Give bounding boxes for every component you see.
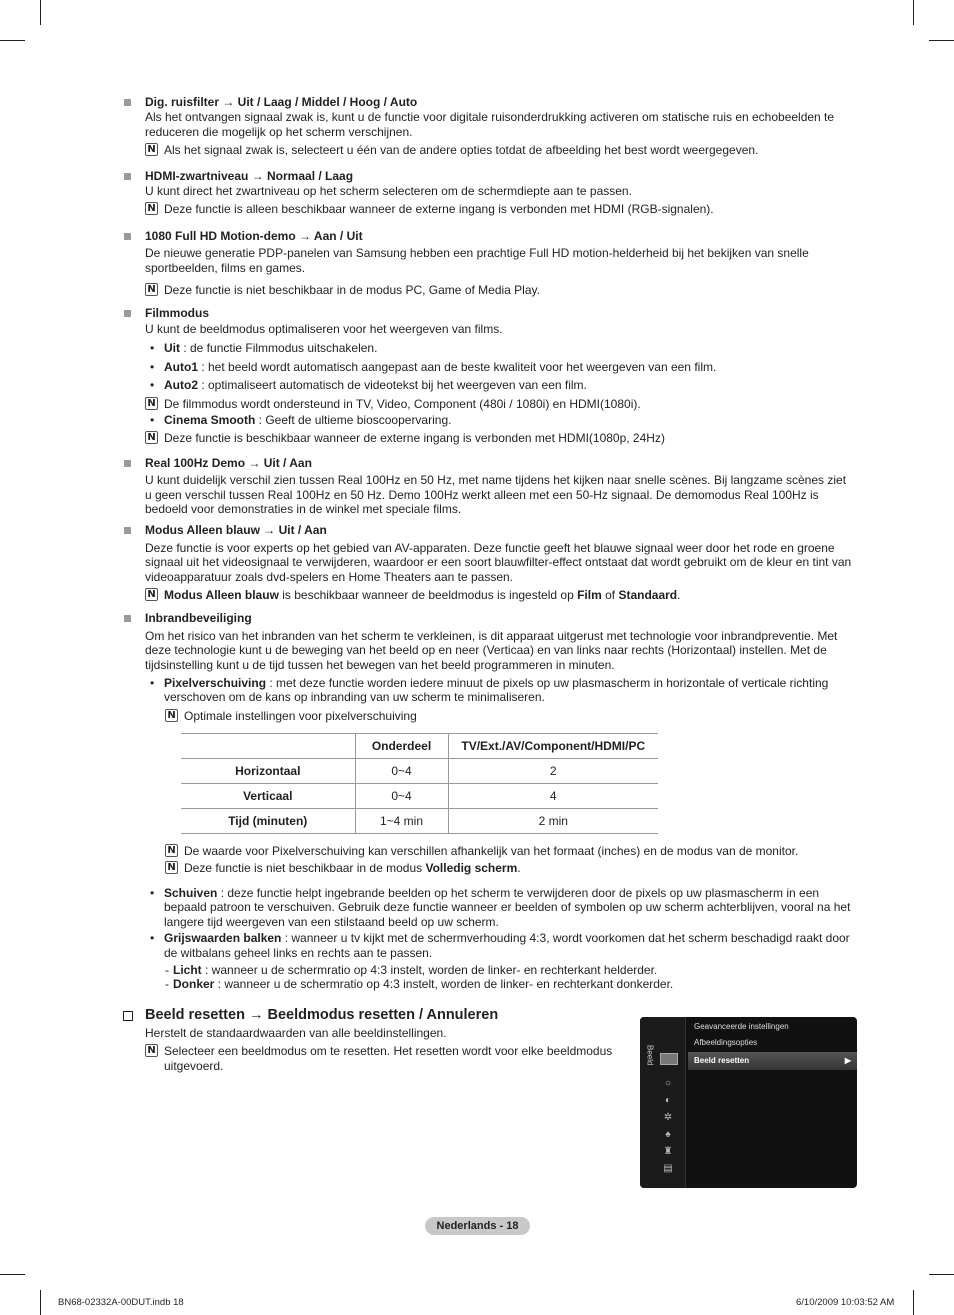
footer-file: BN68-02332A-00DUT.indb 18 (58, 1297, 184, 1308)
table-row (181, 784, 658, 809)
term-text: : wanneer u de schermratio op 4:3 instelt, worden de linker- en rechterkant donkerder. (214, 977, 674, 992)
tv-menu-screenshot (640, 1017, 857, 1188)
note (145, 397, 852, 411)
term: Pixelverschuiving (164, 676, 267, 690)
setup-icon: ✲ (663, 1112, 673, 1123)
square-bullet-icon (124, 99, 131, 106)
square-bullet-icon (124, 615, 131, 622)
note (145, 431, 852, 445)
table-header-cell: Onderdeel (355, 734, 448, 759)
list-item (145, 931, 852, 960)
table-corner-cell (181, 734, 355, 759)
note-text: Optimale instellingen voor pixelverschuiving (184, 708, 417, 723)
footer-datetime: 6/10/2009 10:03:52 AM (796, 1297, 895, 1308)
list-item (145, 341, 852, 355)
square-bullet-icon (124, 173, 131, 180)
crop-mark (913, 1290, 914, 1315)
section-beeld-resetten (122, 1007, 647, 1073)
section-body: De nieuwe generatie PDP-panelen van Samsung hebben een prachtige Full HD motion-helderheid bij het bekijken van snelle sportbeelden, films en games. (145, 246, 809, 275)
section-heading: Filmmodus (145, 306, 210, 321)
term: Film (577, 587, 602, 602)
section-fhd-motion-demo (122, 229, 852, 298)
square-bullet-icon (124, 527, 131, 534)
crop-mark (929, 40, 954, 41)
term: Licht (173, 963, 202, 978)
term: Donker (173, 977, 215, 992)
note-icon: N (165, 861, 178, 874)
note-icon: N (165, 844, 178, 857)
section-body: Deze functie is voor experts op het gebied van AV-apparaten. Deze functie geeft het blauwe signaal weer door het rode en groene signaal uit het videosignaal te verwijderen, waardoor er een soort blauwfilter-effect ontstaat dat wordt gebruikt om de kleur en tint van videoapparatuur zoals dvd-spelers en Home Theaters aan te passen. (145, 540, 852, 584)
note-icon: N (165, 709, 178, 722)
list-item (145, 378, 852, 392)
row-label: Horizontaal (181, 759, 355, 784)
section-body: U kunt de beeldmodus optimaliseren voor het weergeven van films. (145, 321, 503, 336)
tv-menu-sidebar (640, 1017, 686, 1188)
section-heading: Real 100Hz Demo → Uit / Aan (145, 455, 312, 470)
note-text: . (517, 860, 521, 875)
dash-bullet: - (165, 963, 169, 978)
table-row (181, 759, 658, 784)
list-item (145, 360, 852, 374)
note-text: Selecteer een beeldmodus om te resetten. Het resetten wordt voor elke beeldmodus uitgevoerd. (164, 1044, 613, 1073)
note-icon: N (145, 431, 158, 444)
term-text: : optimaliseert automatisch de videotekst bij het weergeven van een film. (198, 378, 587, 393)
input-icon: ♠ (665, 1129, 671, 1140)
note-text: De waarde voor Pixelverschuiving kan verschillen afhankelijk van het formaat (inches) en de modus van de monitor. (184, 844, 799, 859)
table-cell: 0~4 (355, 784, 448, 809)
term: Grijswaarden balken (164, 931, 282, 946)
square-bullet-icon (124, 310, 131, 317)
note (165, 861, 852, 875)
sub-list-item (145, 977, 852, 991)
table-cell: 0~4 (355, 759, 448, 784)
square-bullet-icon (124, 233, 131, 240)
section-heading: Beeld resetten → Beeldmodus resetten / Annuleren (145, 1006, 499, 1023)
picture-icon (660, 1053, 678, 1065)
table-cell: 2 min (538, 814, 568, 829)
note (165, 709, 852, 723)
note-text: Deze functie is alleen beschikbaar wanneer de externe ingang is verbonden met HDMI (RGB-signalen). (164, 202, 714, 217)
tv-menu-title: Beeld (645, 1045, 655, 1066)
note (145, 283, 852, 297)
dash-bullet: - (165, 977, 169, 992)
term: Auto1 (164, 359, 198, 374)
term: Uit (164, 341, 180, 356)
arrow-right-icon: ▶ (844, 1056, 851, 1065)
channel-icon: ◐ (664, 1095, 672, 1106)
pixel-shift-table (181, 733, 658, 834)
note-text: of (601, 587, 619, 602)
term: Auto2 (164, 378, 198, 393)
term-text: : wanneer u tv kijkt met de schermverhouding 4:3, wordt voorkomen dat het scherm beschadigd raakt door de witbalans geheel links en rechts aan te passen. (164, 931, 850, 960)
note-icon: N (145, 588, 158, 601)
list-item (145, 413, 852, 427)
term-text: : deze functie helpt ingebrande beelden op het scherm te verwijderen door de pixels op uw plasmascherm in een bepaald patroon te verschuiven. Gebruik deze functie wanneer er beelden of symbolen op uw scherm achterblijven, vooral na het langere tijd weergeven van een stilstaand beeld op uw scherm. (164, 886, 851, 929)
tv-menu-item: Afbeeldingsopties (694, 1038, 758, 1047)
section-heading: Modus Alleen blauw → Uit / Aan (145, 523, 327, 538)
section-body: U kunt direct het zwartniveau op het scherm selecteren om de schermdiepte aan te passen. (145, 184, 632, 199)
term-text: : met deze functie worden iedere minuut de pixels op uw plasmascherm in horizontale of verticale richting verschoven om de kans op inbranding van uw scherm te minimaliseren. (164, 676, 829, 705)
term: Standaard (618, 587, 678, 602)
tv-menu-selected-label: Beeld resetten (694, 1056, 750, 1065)
note-icon: N (145, 202, 158, 215)
note-icon: N (145, 1044, 158, 1057)
note-icon: N (145, 283, 158, 296)
note-text: Deze functie is niet beschikbaar in de modus PC, Game of Media Play. (164, 283, 540, 298)
row-label: Verticaal (181, 784, 355, 809)
term: Cinema Smooth (164, 412, 256, 427)
square-bullet-icon (124, 460, 131, 467)
term: Modus Alleen blauw (164, 587, 279, 602)
application-icon: ♜ (663, 1146, 673, 1157)
note-icon: N (145, 143, 158, 156)
note-text: De filmmodus wordt ondersteund in TV, Video, Component (480i / 1080i) en HDMI(1080i). (164, 396, 641, 411)
list-item (145, 886, 852, 929)
section-body: Als het ontvangen signaal zwak is, kunt u de functie voor digitale ruisonderdrukking activeren om statische ruis en echobeelden te reduceren die mogelijk op het scherm verschijnen. (145, 110, 835, 139)
table-header-row (181, 734, 658, 759)
section-real-100hz (122, 456, 852, 517)
list-item (145, 676, 852, 705)
section-body: Om het risico van het inbranden van het scherm te verkleinen, is dit apparaat uitgerust met technologie voor inbrandpreventie. Met deze technologie kunt u de beweging van het beeld op en neer (Verticaa) en van links naar rechts (Horizontaal) instellen. Met de tijdsinstelling kunt u de tijd tussen het bewegen van het beeld programmeren in minuten. (145, 628, 838, 672)
note-text: Als het signaal zwak is, selecteert u één van de andere opties totdat de afbeelding het best wordt weergegeven. (164, 143, 759, 158)
note-text: Deze functie is beschikbaar wanneer de externe ingang is verbonden met HDMI(1080p, 24Hz) (164, 431, 665, 446)
table-header-cell: TV/Ext./AV/Component/HDMI/PC (448, 734, 658, 759)
note (145, 588, 852, 602)
section-inbrandbeveiliging (122, 611, 852, 992)
page-content (122, 95, 852, 1073)
crop-mark (0, 40, 25, 41)
sound-icon: ○ (664, 1078, 672, 1089)
term-text: : wanneer u de schermratio op 4:3 instelt, worden de linker- en rechterkant helderder. (201, 963, 658, 978)
tv-menu-selected-item (688, 1052, 857, 1070)
term: Schuiven (164, 886, 218, 901)
note-icon: N (145, 397, 158, 410)
section-heading: HDMI-zwartniveau → Normaal / Laag (145, 168, 354, 183)
table-cell: 1~4 min (355, 809, 448, 834)
section-heading: Dig. ruisfilter → Uit / Laag / Middel / Hoog / Auto (145, 95, 418, 109)
section-modus-alleen-blauw (122, 523, 852, 602)
section-body: Herstelt de standaardwaarden van alle beeldinstellingen. (145, 1025, 447, 1040)
term-text: : het beeld wordt automatisch aangepast aan de beste kwaliteit voor het weergeven van een film. (198, 359, 717, 374)
crop-mark (0, 1274, 25, 1275)
row-label: Tijd (minuten) (181, 809, 355, 834)
term-text: : de functie Filmmodus uitschakelen. (180, 341, 378, 356)
crop-mark (40, 0, 41, 25)
page-number: Nederlands - 18 (425, 1217, 530, 1235)
section-filmmodus (122, 306, 852, 445)
note-text: . (677, 587, 681, 602)
note (145, 143, 852, 157)
section-body: U kunt duidelijk verschil zien tussen Real 100Hz en 50 Hz, met name tijdens het kijken naar snelle scènes. Bij langzame scènes ziet u geen verschil tussen Real 100Hz en 50 Hz. Demo 100Hz werkt alleen met een 50-Hz signaal. De demomodus Real 100Hz is bedoeld voor demonstraties in de winkel met speciale films. (145, 473, 847, 516)
term: Volledig scherm (425, 860, 518, 875)
note (145, 1044, 647, 1073)
term-text: : Geeft de ultieme bioscoopervaring. (255, 412, 452, 427)
note (145, 202, 852, 216)
checkbox-square-icon (123, 1011, 133, 1021)
note-text: is beschikbaar wanneer de beeldmodus is ingesteld op (278, 587, 578, 602)
sub-list-item (145, 963, 852, 977)
crop-mark (913, 0, 914, 25)
section-heading: Inbrandbeveiliging (145, 611, 252, 626)
section-heading: 1080 Full HD Motion-demo → Aan / Uit (145, 228, 363, 243)
support-icon: ▤ (663, 1163, 673, 1174)
note (165, 844, 852, 858)
crop-mark (929, 1274, 954, 1275)
tv-menu-item: Geavanceerde instellingen (694, 1022, 789, 1031)
note-text: Deze functie is niet beschikbaar in de modus (184, 860, 426, 875)
crop-mark (40, 1290, 41, 1315)
table-cell: 2 (549, 764, 557, 779)
section-dig-ruisfilter (122, 95, 852, 158)
section-hdmi-zwartniveau (122, 169, 852, 217)
table-cell: 4 (549, 789, 557, 804)
table-row (181, 809, 658, 834)
